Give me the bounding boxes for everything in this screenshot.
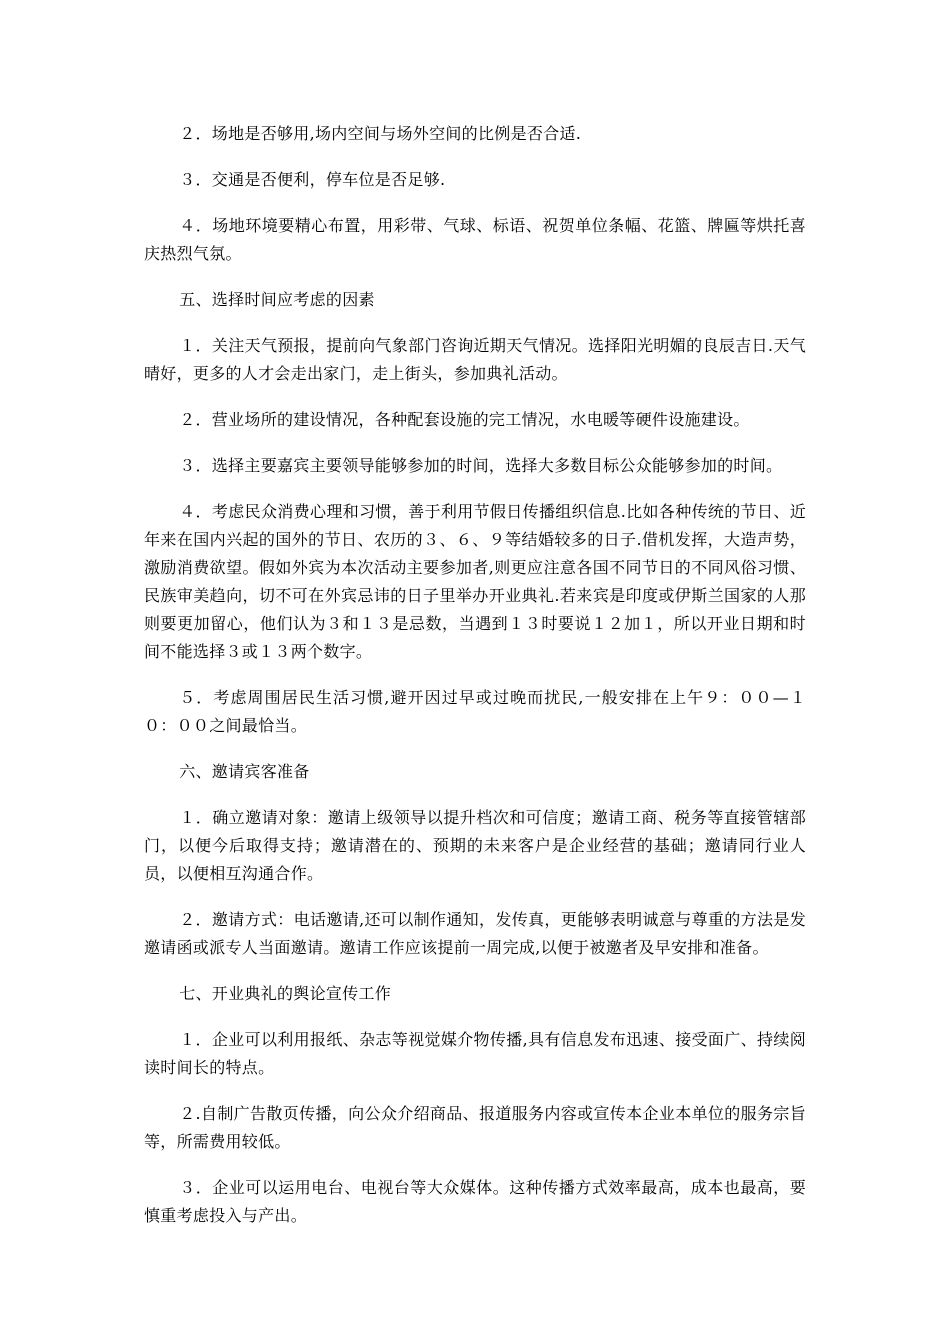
section-heading: 五、选择时间应考虑的因素 xyxy=(179,290,375,309)
paragraph: ４．场地环境要精心布置，用彩带、气球、标语、祝贺单位条幅、花篮、牌匾等烘托喜庆热烈气氛。 xyxy=(144,216,806,263)
paragraph: ２．场地是否够用,场内空间与场外空间的比例是否合适. xyxy=(179,124,582,143)
paragraph: ３．选择主要嘉宾主要领导能够参加的时间，选择大多数目标公众能够参加的时间。 xyxy=(179,456,783,475)
paragraph: １．关注天气预报，提前向气象部门咨询近期天气情况。选择阳光明媚的良辰吉日.天气晴好，更多的人才会走出家门，走上街头，参加典礼活动。 xyxy=(144,336,806,383)
section-heading: 七、开业典礼的舆论宣传工作 xyxy=(179,984,392,1003)
paragraph: ２．邀请方式：电话邀请,还可以制作通知，发传真，更能够表明诚意与尊重的方法是发邀请函或派专人当面邀请。邀请工作应该提前一周完成,以便于被邀者及早安排和准备。 xyxy=(144,910,806,957)
document-body xyxy=(144,120,806,1248)
paragraph: ３．交通是否便利，停车位是否足够. xyxy=(179,170,446,189)
paragraph: １．企业可以利用报纸、杂志等视觉媒介物传播,具有信息发布迅速、接受面广、持续阅读时间长的特点。 xyxy=(144,1030,806,1077)
section-heading: 六、邀请宾客准备 xyxy=(179,762,310,781)
paragraph: ２.自制广告散页传播，向公众介绍商品、报道服务内容或宣传本企业本单位的服务宗旨等，所需费用较低。 xyxy=(144,1104,806,1151)
paragraph: １．确立邀请对象：邀请上级领导以提升档次和可信度；邀请工商、税务等直接管辖部门，以便今后取得支持；邀请潜在的、预期的未来客户是企业经营的基础；邀请同行业人员，以便相互沟通合作。 xyxy=(144,808,806,883)
paragraph: ２．营业场所的建设情况，各种配套设施的完工情况，水电暖等硬件设施建设。 xyxy=(179,410,750,429)
paragraph: ５．考虑周围居民生活习惯,避开因过早或过晚而扰民,一般安排在上午９：００—１０：００之间最恰当。 xyxy=(144,688,806,735)
paragraph: ３．企业可以运用电台、电视台等大众媒体。这种传播方式效率最高，成本也最高，要慎重考虑投入与产出。 xyxy=(144,1178,806,1225)
paragraph: ４．考虑民众消费心理和习惯，善于利用节假日传播组织信息.比如各种传统的节日、近年来在国内兴起的国外的节日、农历的３、６、９等结婚较多的日子.借机发挥，大造声势，激励消费欲望。假如外宾为本次活动主要参加者,则更应注意各国不同节日的不同风俗习惯、民族审美趋向，切不可在外宾忌讳的日子里举办开业典礼.若来宾是印度或伊斯兰国家的人那则要更加留心，他们认为３和１３是忌数，当遇到１３时要说１２加１，所以开业日期和时间不能选择３或１３两个数字。 xyxy=(144,502,806,661)
